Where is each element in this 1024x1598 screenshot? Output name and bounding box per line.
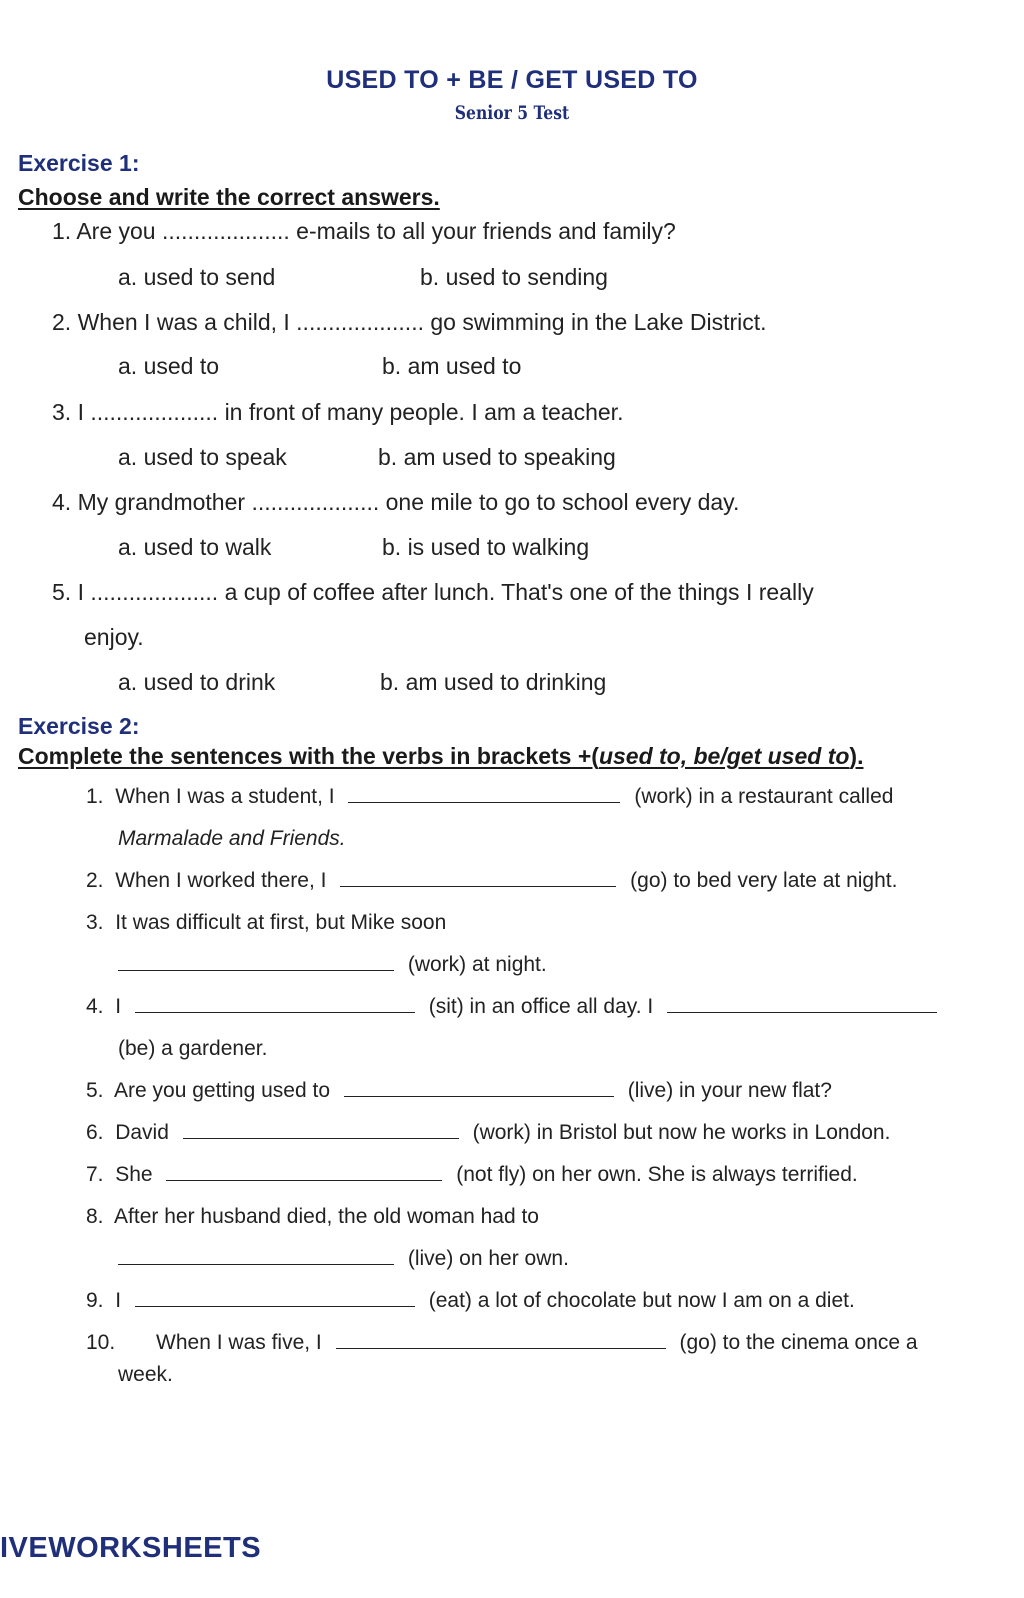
item-text-after: (work) in a restaurant called: [634, 785, 894, 808]
exercise-1-instruction: Choose and write the correct answers.: [18, 184, 440, 210]
question-2: [52, 309, 767, 336]
question-text-before: When I was a child, I: [77, 309, 290, 335]
question-number: 5.: [52, 579, 72, 605]
item-number: 8.: [86, 1205, 104, 1228]
item-text-before: It was difficult at first, but Mike soon: [115, 911, 447, 934]
item-text-after: (live) in your new flat?: [627, 1079, 832, 1102]
item-text-before: When I was five, I: [156, 1331, 322, 1354]
question-text-after: in front of many people. I am a teacher.: [224, 399, 624, 425]
question-3: [52, 399, 623, 426]
item-number: 1.: [86, 785, 104, 808]
exercise-1-heading: Exercise 1:: [18, 150, 140, 176]
answer-line[interactable]: [135, 1305, 415, 1307]
exercise-2-instruction: [18, 743, 863, 770]
question-text-before: I: [77, 579, 84, 605]
question-text-after: go swimming in the Lake District.: [430, 309, 767, 335]
ex2-item-6: [86, 1121, 890, 1145]
ex2-item-1: [86, 785, 893, 809]
option-a[interactable]: a. used to send: [118, 264, 276, 290]
item-text-after: (go) to the cinema once a: [679, 1331, 918, 1354]
answer-blank[interactable]: ....................: [296, 309, 424, 335]
option-a[interactable]: a. used to: [118, 353, 220, 379]
instruction-end: ).: [849, 743, 864, 769]
exercise-2-heading: Exercise 2:: [18, 713, 140, 739]
answer-line[interactable]: [344, 1095, 614, 1097]
answer-blank[interactable]: ....................: [161, 218, 290, 244]
answer-line[interactable]: [667, 1011, 937, 1013]
answer-line[interactable]: [118, 1263, 394, 1265]
ex2-item-4-continuation: (be) a gardener.: [118, 1037, 268, 1060]
option-b[interactable]: b. used to sending: [420, 264, 608, 290]
item-text-before: After her husband died, the old woman had to: [114, 1205, 539, 1228]
item-number: 6.: [86, 1121, 104, 1144]
question-4: [52, 489, 739, 516]
ex2-item-8-continuation: [118, 1247, 569, 1271]
option-b[interactable]: b. am used to: [382, 353, 522, 379]
answer-line[interactable]: [340, 885, 616, 887]
answer-line[interactable]: [118, 969, 394, 971]
ex2-item-7: [86, 1163, 858, 1187]
page-title: USED TO + BE / GET USED TO: [326, 66, 698, 94]
question-1: [52, 218, 676, 245]
item-text-after: (work) in Bristol but now he works in London.: [472, 1121, 891, 1144]
answer-blank[interactable]: ....................: [90, 399, 219, 425]
option-b[interactable]: b. am used to drinking: [380, 669, 607, 695]
question-text-after: a cup of coffee after lunch. That's one of the things I really: [224, 579, 814, 605]
item-number: 3.: [86, 911, 104, 934]
item-number: 4.: [86, 995, 104, 1018]
ex2-item-10: [86, 1331, 918, 1355]
answer-line[interactable]: [336, 1347, 666, 1349]
answer-line[interactable]: [135, 1011, 415, 1013]
ex2-item-3: [86, 911, 446, 935]
option-a[interactable]: a. used to walk: [118, 534, 272, 560]
option-a[interactable]: a. used to drink: [118, 669, 276, 695]
item-text-after: (work) at night.: [407, 953, 547, 976]
question-text-before: Are you: [76, 218, 156, 244]
item-text-before: When I was a student, I: [115, 785, 335, 808]
instruction-text: Complete the sentences with the verbs in brackets +(: [18, 743, 599, 769]
item-text-after: (eat) a lot of chocolate but now I am on a diet.: [428, 1289, 855, 1312]
item-number: 5.: [86, 1079, 104, 1102]
answer-line[interactable]: [348, 801, 620, 803]
ex2-item-10-continuation: week.: [118, 1363, 173, 1386]
question-number: 3.: [52, 399, 72, 425]
ex2-item-2: [86, 869, 897, 893]
question-number: 2.: [52, 309, 72, 335]
answer-line[interactable]: [166, 1179, 442, 1181]
item-text-before: I: [115, 1289, 122, 1312]
question-text-before: I: [77, 399, 84, 425]
item-text-before: David: [115, 1121, 169, 1144]
item-text-after: (live) on her own.: [407, 1247, 569, 1270]
page-subtitle: Senior 5 Test: [454, 102, 570, 124]
question-text-after: one mile to go to school every day.: [385, 489, 740, 515]
answer-blank[interactable]: ....................: [251, 489, 380, 515]
item-number: 2.: [86, 869, 104, 892]
option-a[interactable]: a. used to speak: [118, 444, 287, 470]
question-5-continuation: enjoy.: [84, 624, 144, 650]
instruction-italic: used to, be/get used to: [598, 743, 850, 769]
item-text-after: (go) to bed very late at night.: [630, 869, 898, 892]
ex2-item-9: [86, 1289, 855, 1313]
ex2-item-4: [86, 995, 945, 1019]
question-5: [52, 579, 814, 606]
question-number: 1.: [52, 218, 72, 244]
item-text-after: (sit) in an office all day. I: [428, 995, 654, 1018]
watermark-logo: IVEWORKSHEETS: [0, 1532, 262, 1564]
item-text-before: When I worked there, I: [115, 869, 327, 892]
answer-blank[interactable]: ....................: [90, 579, 219, 605]
item-text-after: (not fly) on her own. She is always terrified.: [456, 1163, 858, 1186]
item-number: 7.: [86, 1163, 104, 1186]
item-text-before: I: [115, 995, 122, 1018]
answer-line[interactable]: [183, 1137, 459, 1139]
option-b[interactable]: b. am used to speaking: [378, 444, 616, 470]
item-number: 9.: [86, 1289, 104, 1312]
option-b[interactable]: b. is used to walking: [382, 534, 590, 560]
item-text-before: She: [115, 1163, 153, 1186]
ex2-item-8: [86, 1205, 539, 1229]
ex2-item-1-continuation: Marmalade and Friends.: [118, 827, 346, 850]
item-number: 10.: [86, 1331, 116, 1354]
question-text-after: e-mails to all your friends and family?: [296, 218, 676, 244]
question-text-before: My grandmother: [77, 489, 246, 515]
item-text-before: Are you getting used to: [114, 1079, 331, 1102]
ex2-item-3-continuation: [118, 953, 547, 977]
ex2-item-5: [86, 1079, 832, 1103]
question-number: 4.: [52, 489, 72, 515]
